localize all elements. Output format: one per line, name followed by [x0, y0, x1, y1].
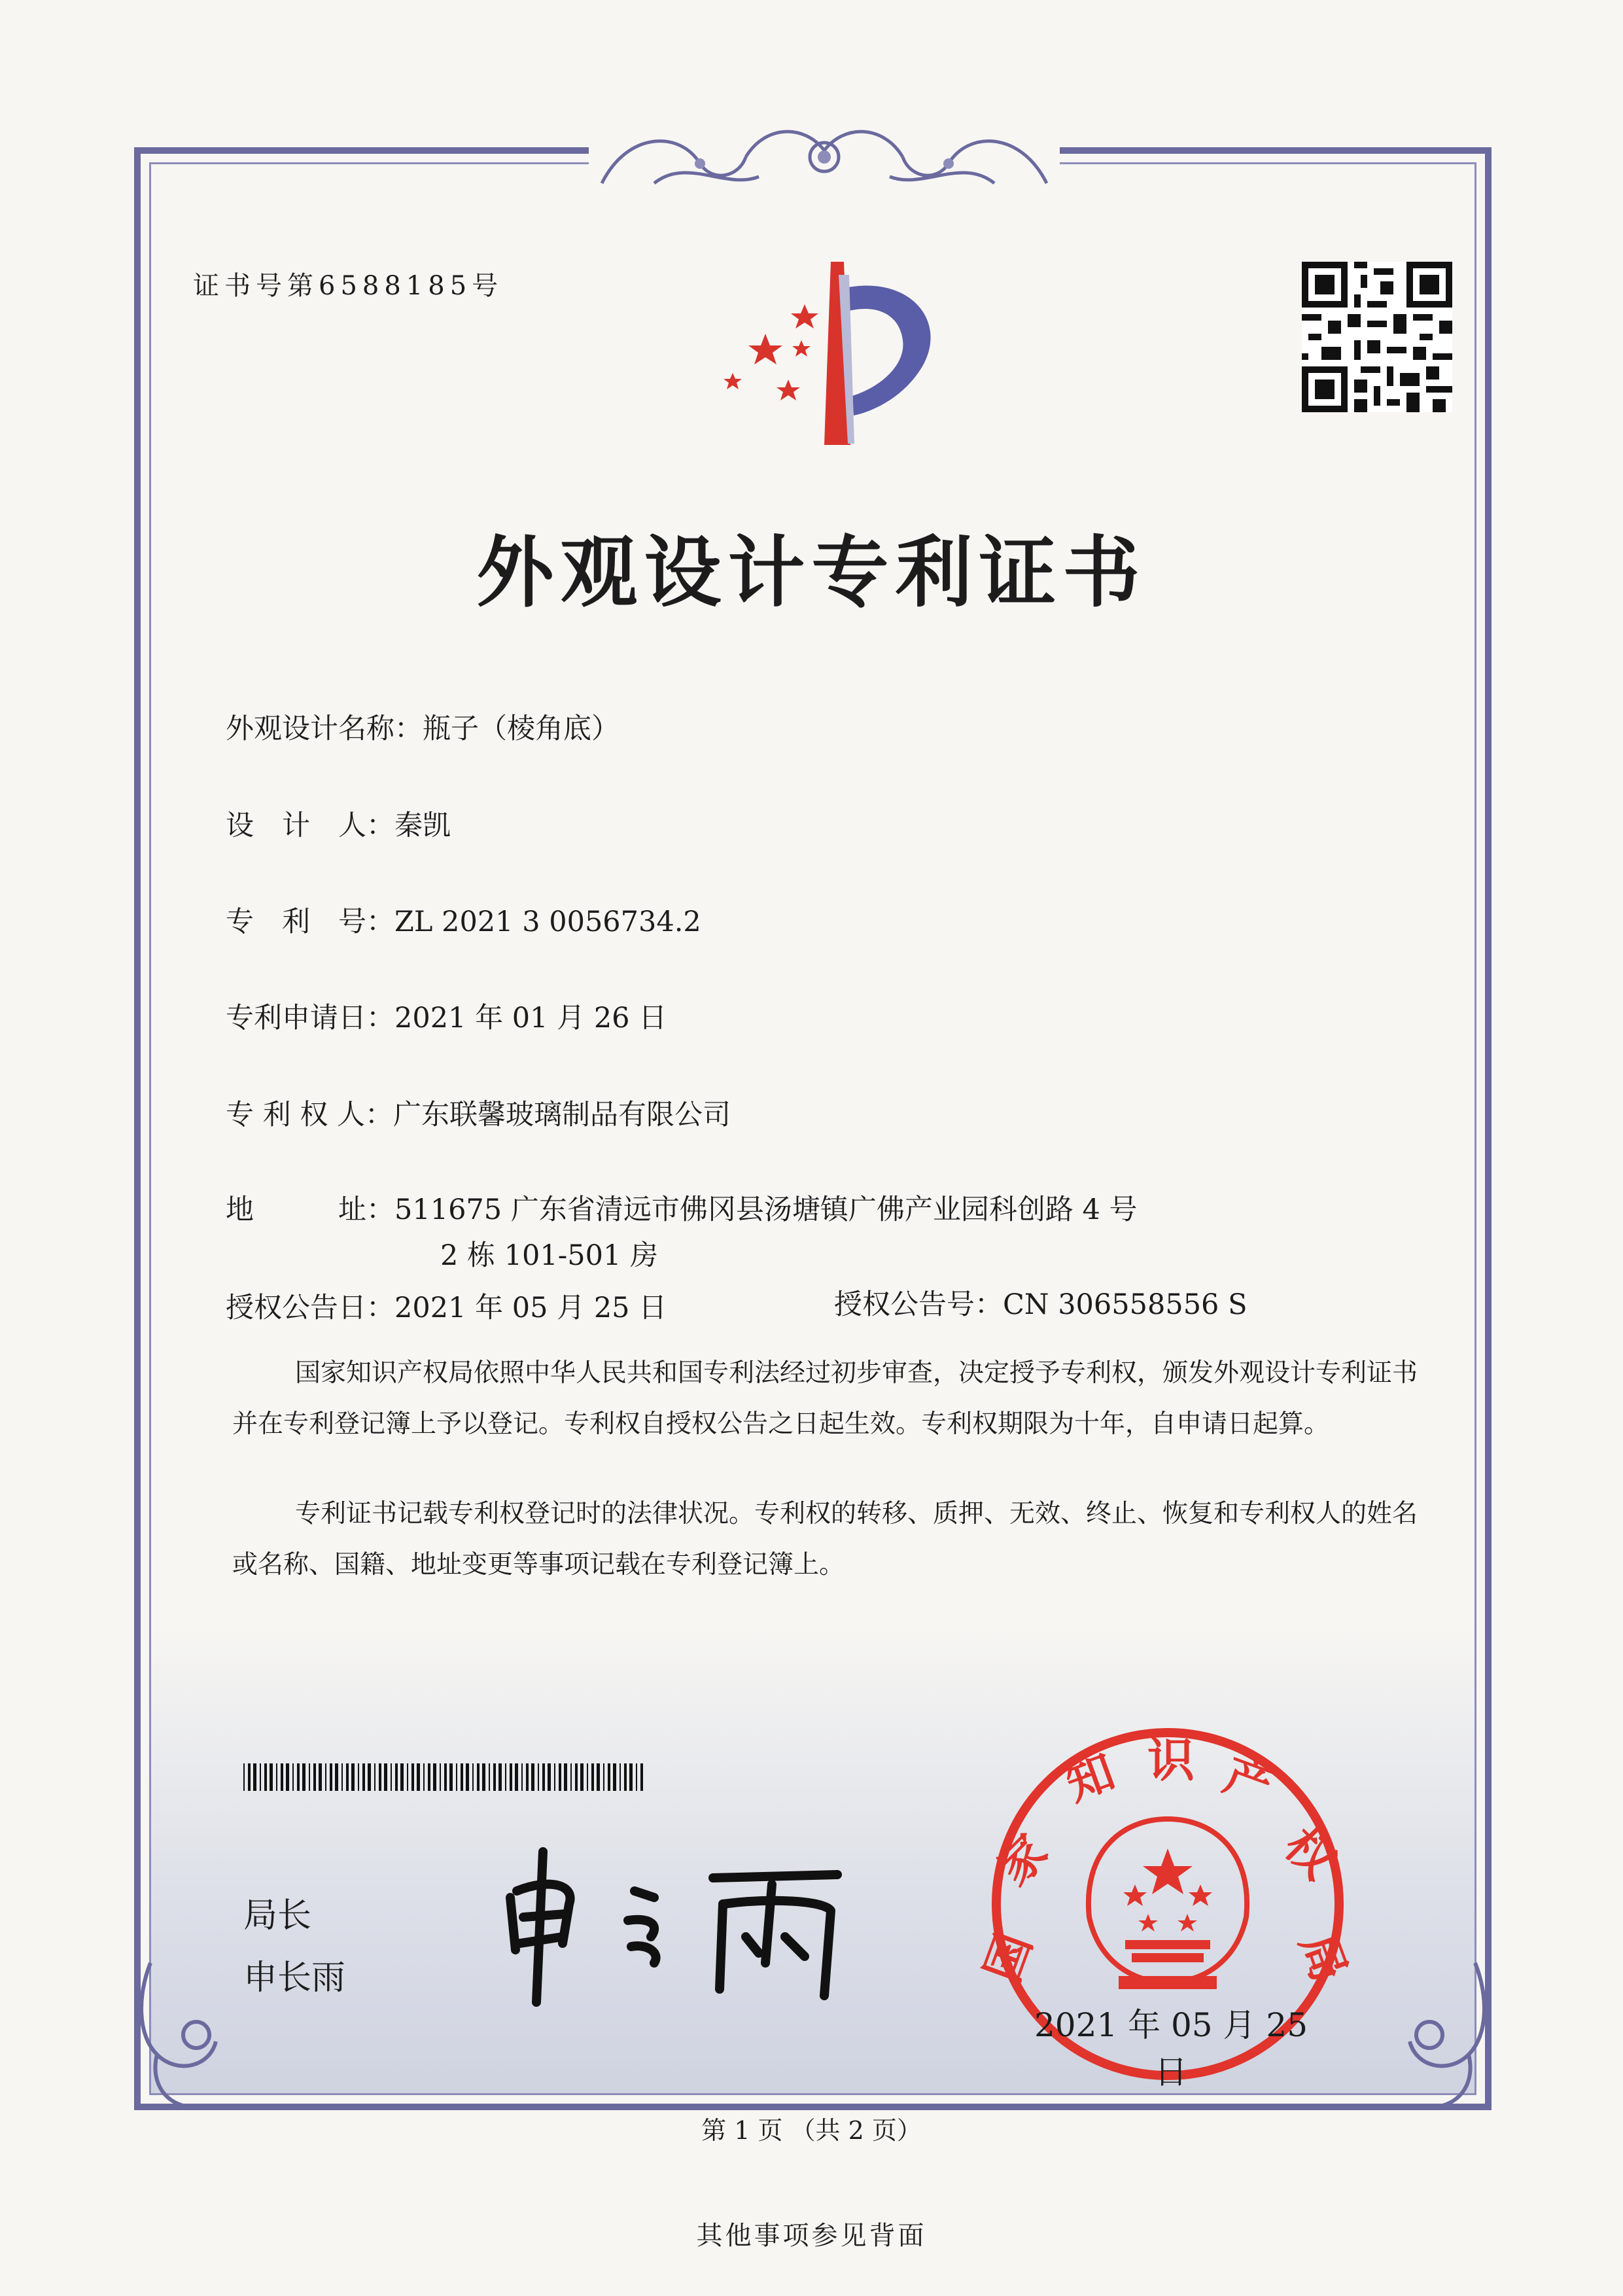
svg-text:国: 国	[973, 1925, 1043, 1989]
page-indicator: 第 1 页 （共 2 页）	[701, 2116, 922, 2145]
patentee-value: 广东联馨玻璃制品有限公司	[393, 1099, 731, 1131]
patentee-row	[226, 1093, 731, 1133]
design-name-value: 瓶子（棱角底）	[423, 713, 620, 745]
seal-date: 2021 年 05 月 25 日	[1034, 2006, 1308, 2091]
grant-date-label: 授权公告日：	[226, 1292, 394, 1324]
certificate-number: 证书号第6588185号	[193, 271, 504, 301]
grant-number-row	[834, 1282, 1248, 1322]
address-value-line1: 511675 广东省清远市佛冈县汤塘镇广佛产业园科创路 4 号	[394, 1193, 1138, 1226]
director-title: 局长	[243, 1896, 312, 1935]
legal-paragraph-1: 国家知识产权局依照中华人民共和国专利法经过初步审查，决定授予专利权，颁发外观设计专利证书并在专利登记簿上予以登记。专利权自授权公告之日起生效。专利权期限为十年，自申请日起算。	[232, 1358, 1418, 1439]
barcode-icon	[243, 1763, 649, 1791]
svg-text:家: 家	[985, 1823, 1058, 1896]
designer-label: 设 计 人：	[226, 809, 394, 842]
director-signature-icon	[497, 1839, 864, 2009]
grant-number-label: 授权公告号：	[834, 1288, 1003, 1321]
application-date-value: 2021 年 01 月 26 日	[394, 1002, 667, 1034]
director-name: 申长雨	[243, 1958, 346, 1998]
patent-number-label: 专 利 号：	[226, 906, 394, 938]
designer-row	[226, 804, 451, 843]
corner-ornament-left-icon	[131, 1956, 229, 2113]
legal-paragraph-2: 专利证书记载专利权登记时的法律状况。专利权的转移、质押、无效、终止、恢复和专利权人的姓名或名称、国籍、地址变更等事项记载在专利登记簿上。	[232, 1499, 1418, 1580]
top-ornament-icon	[589, 111, 1060, 196]
design-name-row	[226, 707, 620, 747]
svg-text:知: 知	[1058, 1742, 1122, 1812]
application-date-label: 专利申请日：	[226, 1002, 394, 1034]
qr-code-icon	[1302, 262, 1452, 412]
patent-office-logo-icon	[693, 249, 955, 458]
footer-note: 其他事项参见背面	[696, 2221, 927, 2251]
patentee-label: 专 利 权 人：	[226, 1099, 394, 1131]
designer-value: 秦凯	[394, 809, 451, 842]
svg-text:局: 局	[1289, 1925, 1359, 1989]
address-row	[226, 1188, 1138, 1227]
grant-date-row	[226, 1286, 667, 1326]
svg-text:权: 权	[1274, 1816, 1347, 1890]
svg-text:识: 识	[1147, 1732, 1195, 1788]
application-date-row	[226, 996, 667, 1036]
corner-ornament-right-icon	[1397, 1956, 1495, 2113]
grant-number-value: CN 306558556 S	[1003, 1288, 1248, 1321]
svg-text:产: 产	[1217, 1746, 1281, 1815]
certificate-title: 外观设计专利证书	[476, 527, 1147, 618]
address-label: 地 址：	[226, 1193, 394, 1226]
grant-date-value: 2021 年 05 月 25 日	[394, 1292, 667, 1324]
patent-number-row	[226, 900, 701, 940]
design-name-label: 外观设计名称：	[226, 713, 423, 745]
patent-number-value: ZL 2021 3 0056734.2	[394, 906, 701, 938]
address-value-line2: 2 栋 101-501 房	[440, 1239, 659, 1272]
